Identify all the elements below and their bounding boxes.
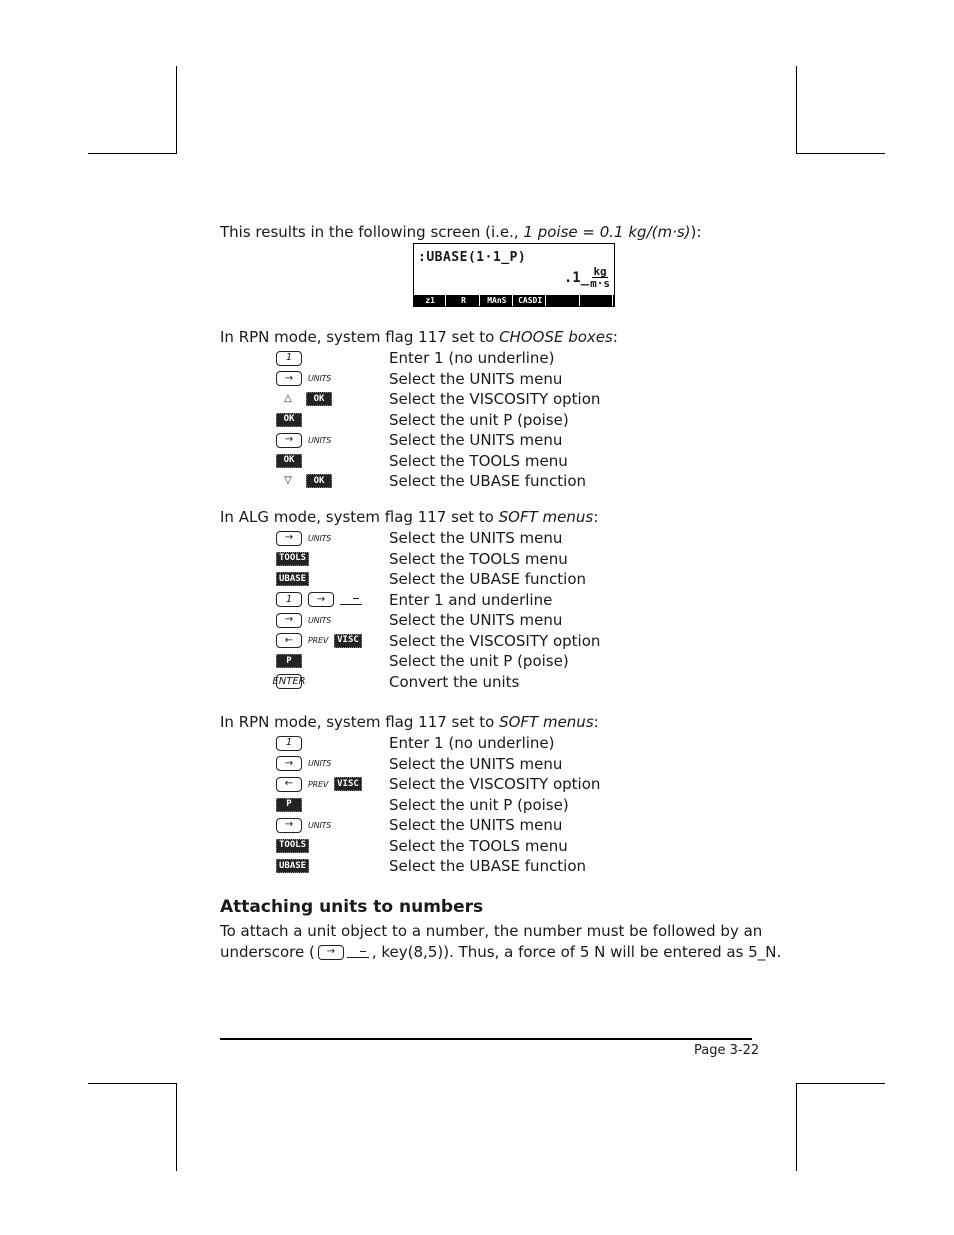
section-intro <box>220 713 599 731</box>
crop-mark <box>176 1083 177 1171</box>
screen-menu-bar <box>414 295 614 306</box>
section-intro <box>220 328 618 346</box>
keystroke-description: Select the UNITS menu <box>389 431 563 449</box>
section-intro-part: CHOOSE boxes <box>499 328 613 346</box>
calculator-screen <box>413 243 615 307</box>
keystroke-description: Select the unit P (poise) <box>389 410 569 429</box>
soft-menu-key-icon: OK <box>306 392 332 406</box>
calculator-key-icon: ← <box>276 777 302 792</box>
crop-mark <box>797 153 885 154</box>
calculator-key-icon: → <box>276 818 302 833</box>
calculator-key-icon: → <box>276 756 302 771</box>
crop-mark <box>88 153 176 154</box>
soft-menu-key-icon: P <box>276 654 302 668</box>
keystroke-keys <box>276 412 302 428</box>
keystroke-row <box>220 431 820 449</box>
keystroke-keys <box>276 592 362 608</box>
screen-menu-item: R <box>448 295 479 306</box>
page-number: Page 3-22 <box>694 1043 760 1058</box>
keystroke-keys <box>272 674 306 690</box>
keystroke-keys <box>276 633 362 649</box>
keystroke-row <box>220 452 820 470</box>
paragraph-after: , key(8,5)). Thus, a force of 5 N will be entered as 5_N. <box>371 943 782 961</box>
calculator-key-icon: → <box>276 433 302 448</box>
calculator-key-icon: → <box>276 531 302 546</box>
calculator-key-icon: → <box>276 613 302 628</box>
soft-menu-key-icon: OK <box>276 454 302 468</box>
keystroke-keys <box>276 530 331 546</box>
calculator-key-icon: → <box>308 592 334 607</box>
keystroke-keys <box>276 838 309 854</box>
crop-mark <box>176 66 177 154</box>
keystroke-description: Select the UBASE function <box>389 570 586 588</box>
key-function-label: UNITS <box>308 374 332 383</box>
key-function-label: UNITS <box>308 615 332 625</box>
keystroke-description: Select the UNITS menu <box>389 369 563 388</box>
screen-menu-item <box>582 295 613 306</box>
soft-menu-key-icon: VISC <box>334 777 362 791</box>
keystroke-row <box>220 837 820 855</box>
key-function-label: UNITS <box>308 435 332 445</box>
screen-menu-item: MAnS <box>482 295 513 306</box>
soft-menu-key-icon: UBASE <box>276 572 309 586</box>
section-intro-part: In RPN mode, system flag 117 set to <box>220 713 500 731</box>
keystroke-keys <box>276 473 332 489</box>
soft-menu-key-icon: UBASE <box>276 859 309 873</box>
keystroke-keys <box>276 432 331 448</box>
keystroke-description: Select the UBASE function <box>389 857 586 875</box>
footer-rule <box>220 1038 752 1040</box>
paragraph-line <box>220 943 781 961</box>
keystroke-keys <box>276 371 331 387</box>
intro-after: ): <box>690 223 702 241</box>
keystroke-row <box>220 390 820 408</box>
soft-menu-key-icon: TOOLS <box>276 839 309 853</box>
keystroke-description: Select the UNITS menu <box>389 611 563 629</box>
keystroke-keys <box>276 735 302 751</box>
intro-italic: 1 poise = 0.1 kg/(m·s) <box>523 223 691 241</box>
keystroke-description: Select the TOOLS menu <box>389 451 568 470</box>
keystroke-keys <box>276 858 309 874</box>
keystroke-keys <box>276 797 302 813</box>
crop-mark <box>796 66 797 154</box>
crop-mark <box>88 1083 176 1084</box>
soft-menu-key-icon: P <box>276 798 302 812</box>
keystroke-keys <box>276 453 302 469</box>
keystroke-description: Select the unit P (poise) <box>389 795 569 814</box>
keystroke-description: Select the VISCOSITY option <box>389 775 601 793</box>
soft-menu-key-icon: OK <box>276 413 302 427</box>
keystroke-row <box>220 570 820 588</box>
screen-menu-item: CASDI <box>515 295 546 306</box>
keystroke-row <box>220 370 820 388</box>
key-function-label: UNITS <box>308 820 332 830</box>
keystroke-row <box>220 673 820 691</box>
section-intro-part: SOFT menus <box>498 508 594 526</box>
up-arrow-key: △ <box>284 393 292 404</box>
keystroke-keys <box>276 756 331 772</box>
keystroke-row <box>220 411 820 429</box>
keystroke-description: Select the UNITS menu <box>389 754 563 773</box>
key-function-label: UNITS <box>308 759 332 768</box>
screen-unit-denominator: m·s <box>590 277 610 290</box>
calculator-key-icon: ENTER <box>276 674 302 689</box>
keystroke-keys <box>276 776 362 792</box>
keystroke-row <box>220 611 820 629</box>
screen-menu-item <box>548 295 579 306</box>
keystroke-description: Select the TOOLS menu <box>389 549 568 568</box>
underscore-icon <box>340 594 362 605</box>
screen-result-value: .1_ <box>563 269 590 286</box>
key-function-label: PREV <box>308 779 329 789</box>
keystroke-row <box>220 796 820 814</box>
keystroke-keys <box>276 817 331 833</box>
keystroke-row <box>220 755 820 773</box>
calculator-key-icon: 1 <box>276 351 302 366</box>
keystroke-row <box>220 775 820 793</box>
soft-menu-key-icon: TOOLS <box>276 552 309 566</box>
key-function-label: UNITS <box>308 533 332 543</box>
intro-before: This results in the following screen (i.e., <box>220 223 524 241</box>
keystroke-description: Enter 1 (no underline) <box>389 349 555 367</box>
down-arrow-key: ▽ <box>284 475 292 486</box>
screen-result <box>564 266 610 289</box>
calculator-key-icon: 1 <box>276 736 302 751</box>
keystroke-keys <box>276 551 309 567</box>
keystroke-keys <box>276 653 302 669</box>
keystroke-row <box>220 857 820 875</box>
section-intro-part: SOFT menus <box>499 713 594 731</box>
screen-unit <box>590 266 610 289</box>
keystroke-row <box>220 734 820 752</box>
crop-mark <box>797 1083 885 1084</box>
paragraph-line: To attach a unit object to a number, the number must be followed by an <box>220 922 763 940</box>
screen-unit-numerator: kg <box>593 265 607 278</box>
screen-command: :UBASE(1·1_P) <box>418 250 527 265</box>
soft-menu-key-icon: OK <box>306 474 332 488</box>
keystroke-description: Select the UNITS menu <box>389 816 563 834</box>
paragraph-before: underscore ( <box>220 943 315 961</box>
soft-menu-key-icon: VISC <box>334 634 362 648</box>
keystroke-keys <box>276 612 331 628</box>
key-function-label: PREV <box>308 636 329 645</box>
keystroke-keys <box>276 391 332 407</box>
keystroke-keys <box>276 571 309 587</box>
keystroke-row <box>220 550 820 568</box>
keystroke-keys <box>276 350 302 366</box>
section-intro-part: : <box>593 713 599 731</box>
keystroke-row <box>220 632 820 650</box>
keystroke-row <box>220 472 820 490</box>
keystroke-description: Select the UNITS menu <box>389 529 563 547</box>
section-intro-part: : <box>612 328 618 346</box>
keystroke-row <box>220 652 820 670</box>
keystroke-description: Select the VISCOSITY option <box>389 631 601 650</box>
keystroke-description: Enter 1 and underline <box>389 590 553 609</box>
screen-menu-item: z1 <box>415 295 446 306</box>
keystroke-description: Select the TOOLS menu <box>389 836 568 855</box>
keystroke-description: Select the unit P (poise) <box>389 652 569 670</box>
section-heading: Attaching units to numbers <box>220 897 484 917</box>
right-shift-key: → <box>318 945 344 960</box>
intro-text <box>220 223 701 241</box>
keystroke-description: Enter 1 (no underline) <box>389 734 555 752</box>
calculator-key-icon: → <box>276 371 302 386</box>
underscore-icon <box>347 947 369 958</box>
calculator-key-icon: ← <box>276 633 302 648</box>
crop-mark <box>796 1083 797 1171</box>
calculator-key-icon: 1 <box>276 592 302 607</box>
section-intro <box>220 508 598 526</box>
keystroke-row <box>220 349 820 367</box>
keystroke-row <box>220 816 820 834</box>
keystroke-row <box>220 529 820 547</box>
keystroke-row <box>220 591 820 609</box>
keystroke-description: Convert the units <box>389 672 520 691</box>
section-intro-part: In ALG mode, system flag 117 set to <box>220 508 499 526</box>
keystroke-description: Select the UBASE function <box>389 472 586 490</box>
section-intro-part: In RPN mode, system flag 117 set to <box>220 328 500 346</box>
section-intro-part: : <box>593 508 599 526</box>
keystroke-description: Select the VISCOSITY option <box>389 390 601 408</box>
